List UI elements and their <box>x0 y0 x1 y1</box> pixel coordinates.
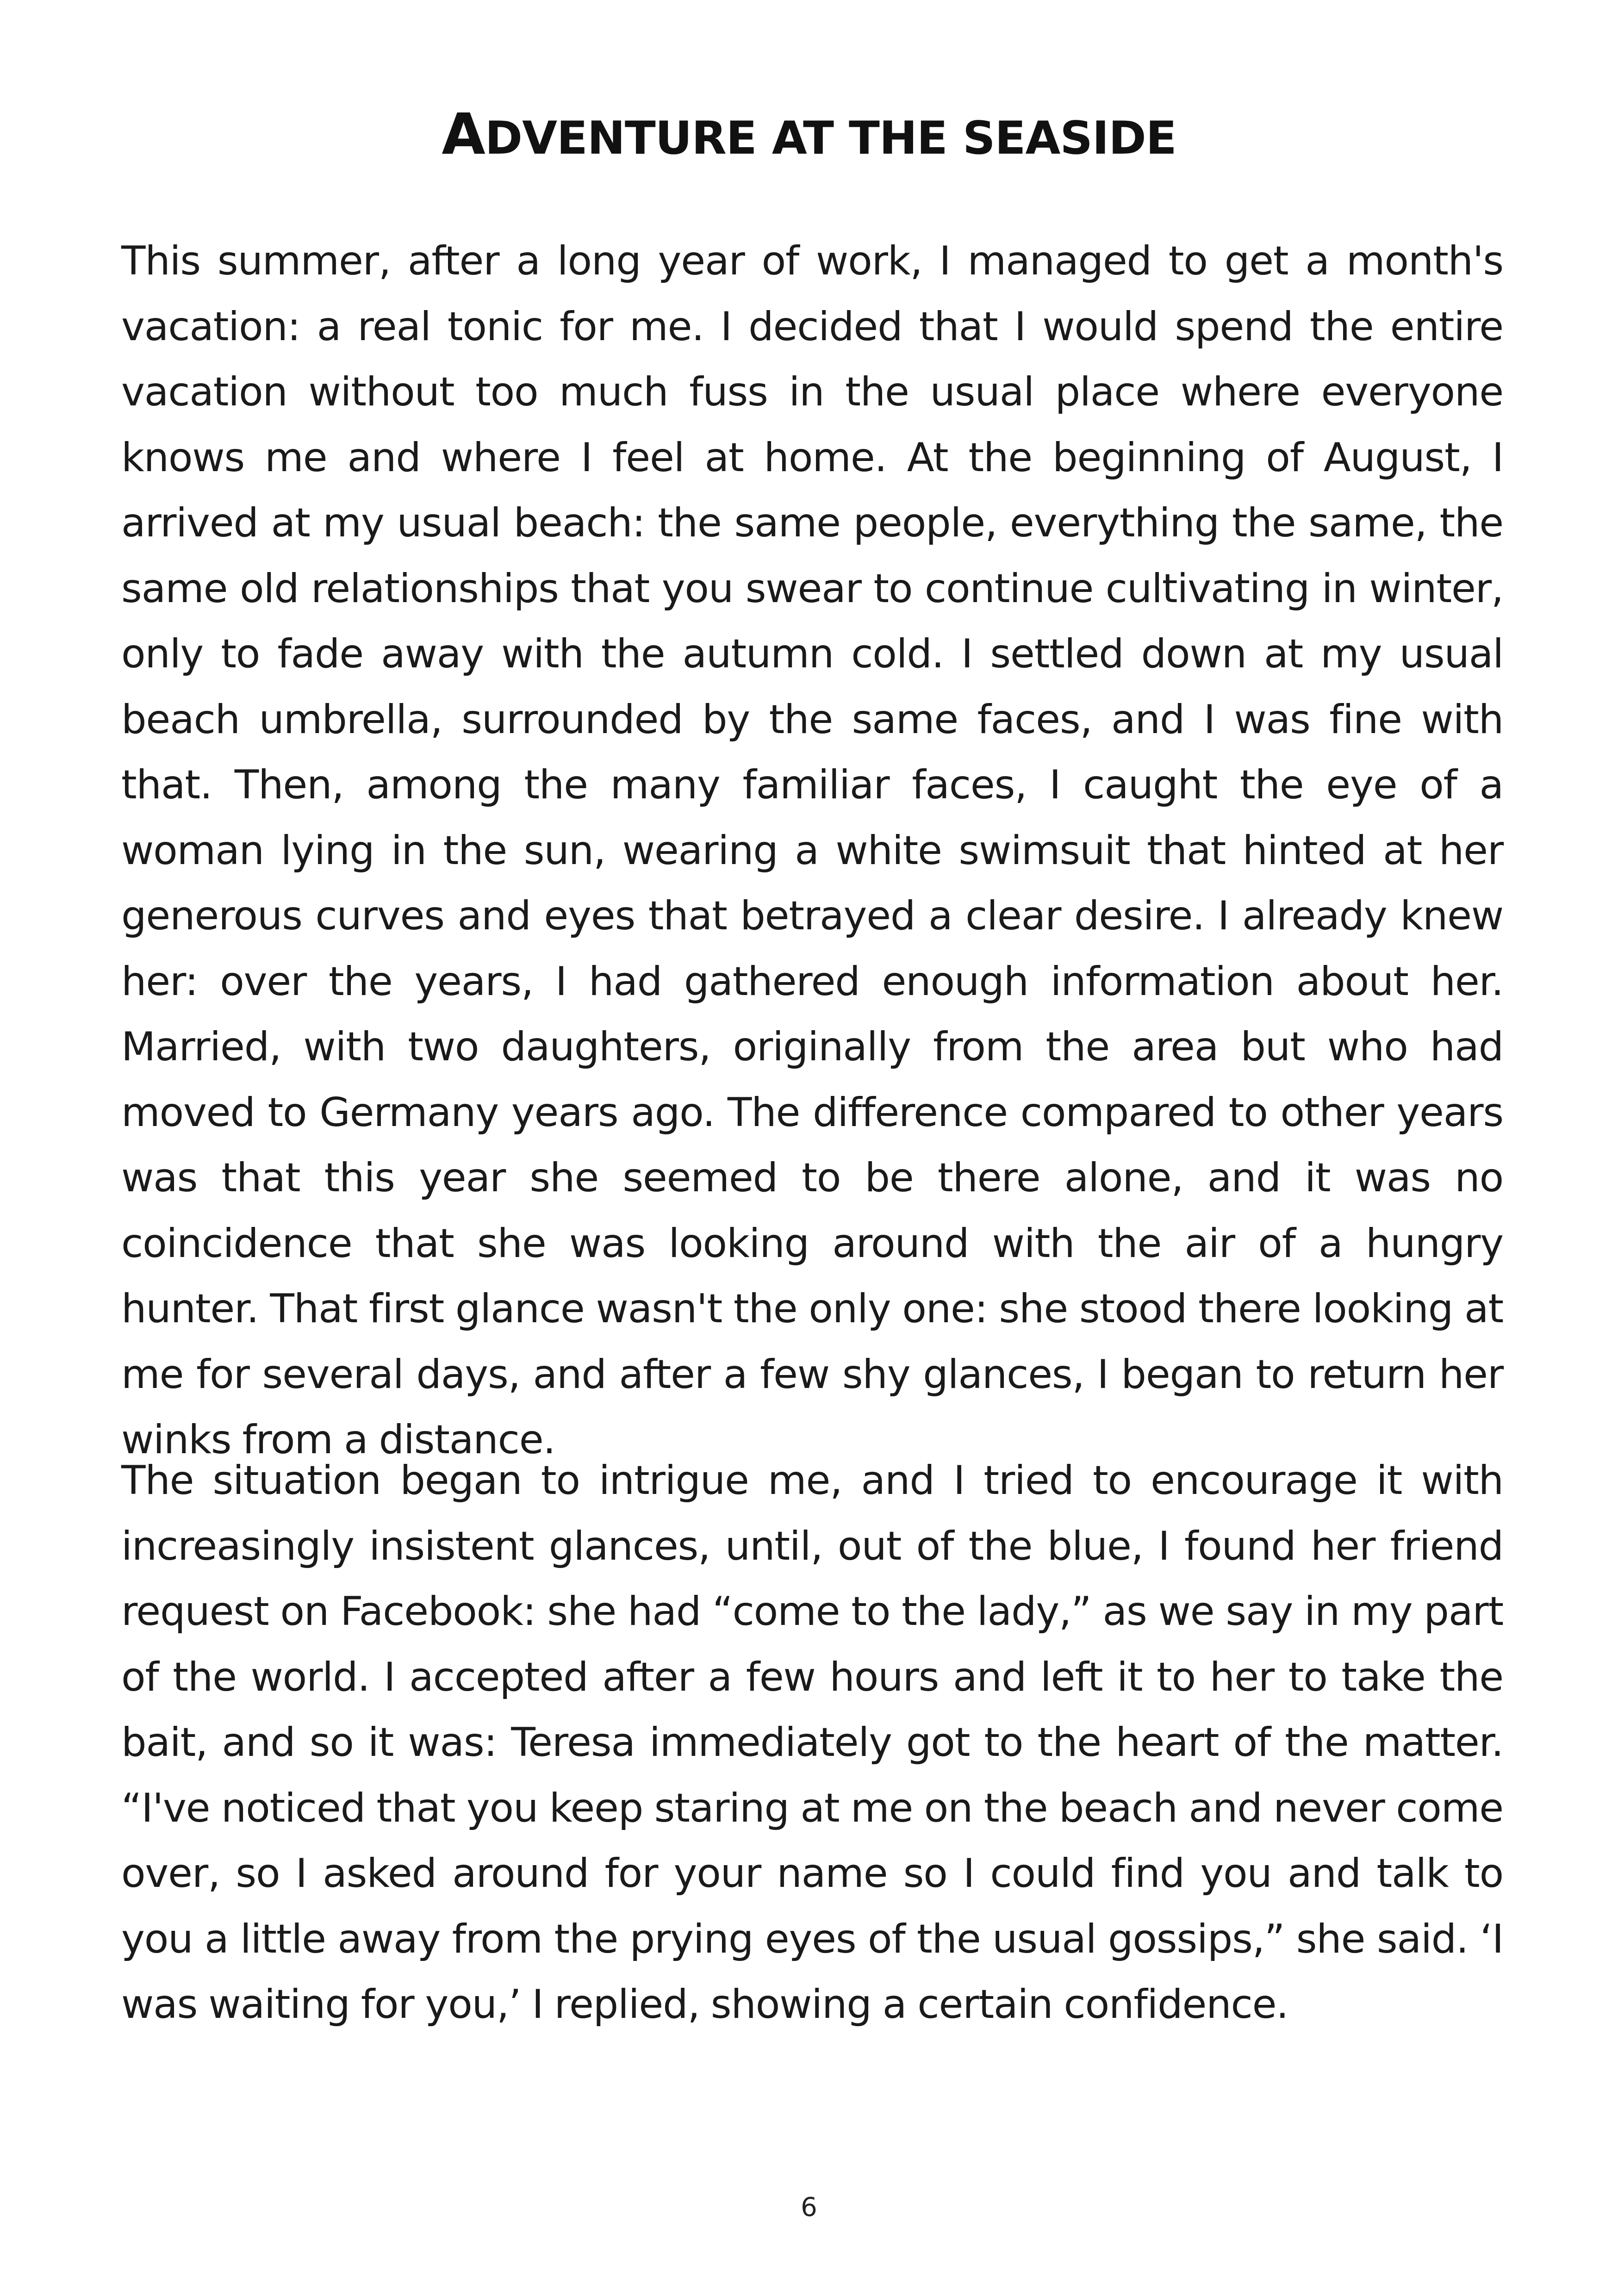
paragraph-2: The situation began to intrigue me, and I tried to encourage it with increasingly insistent glances, until, out of the blue, I found her friend request on Facebook: she had “come to the lady,” as we say in my part of the world. I accepted after a few hours and left it to her to take the bait, and so it was: Teresa immediately got to the heart of the matter. “I've noticed that you keep staring at me on the beach and never come over, so I asked around for your name so I could find you and talk to you a little away from the prying eyes of the usual gossips,” she said. ‘I was waiting for you,’ I replied, showing a certain confidence. <box>121 1457 1503 2028</box>
paragraph-1: This summer, after a long year of work, I managed to get a month's vacation: a real tonic for me. I decided that I would spend the entire vacation without too much fuss in the usual place where everyone knows me and where I feel at home. At the beginning of August, I arrived at my usual beach: the same people, everything the same, the same old relationships that you swear to continue cultivating in winter, only to fade away with the autumn cold. I settled down at my usual beach umbrella, surrounded by the same faces, and I was fine with that. Then, among the many familiar faces, I caught the eye of a woman lying in the sun, wearing a white swimsuit that hinted at her generous curves and eyes that betrayed a clear desire. I already knew her: over the years, I had gathered enough information about her. Married, with two daughters, originally from the area but who had moved to Germany years ago. The difference compared to other years was that this year she seemed to be there alone, and it was no coincidence that she was looking around with the air of a hungry hunter. That first glance wasn't the only one: she stood there looking at me for several days, and after a few shy glances, I began to return her winks from a distance. <box>121 238 1503 1463</box>
title-first-letter: A <box>442 101 485 167</box>
page-title <box>0 100 1618 173</box>
title-rest: DVENTURE AT THE SEASIDE <box>485 112 1176 165</box>
page-number: 6 <box>801 2192 817 2222</box>
